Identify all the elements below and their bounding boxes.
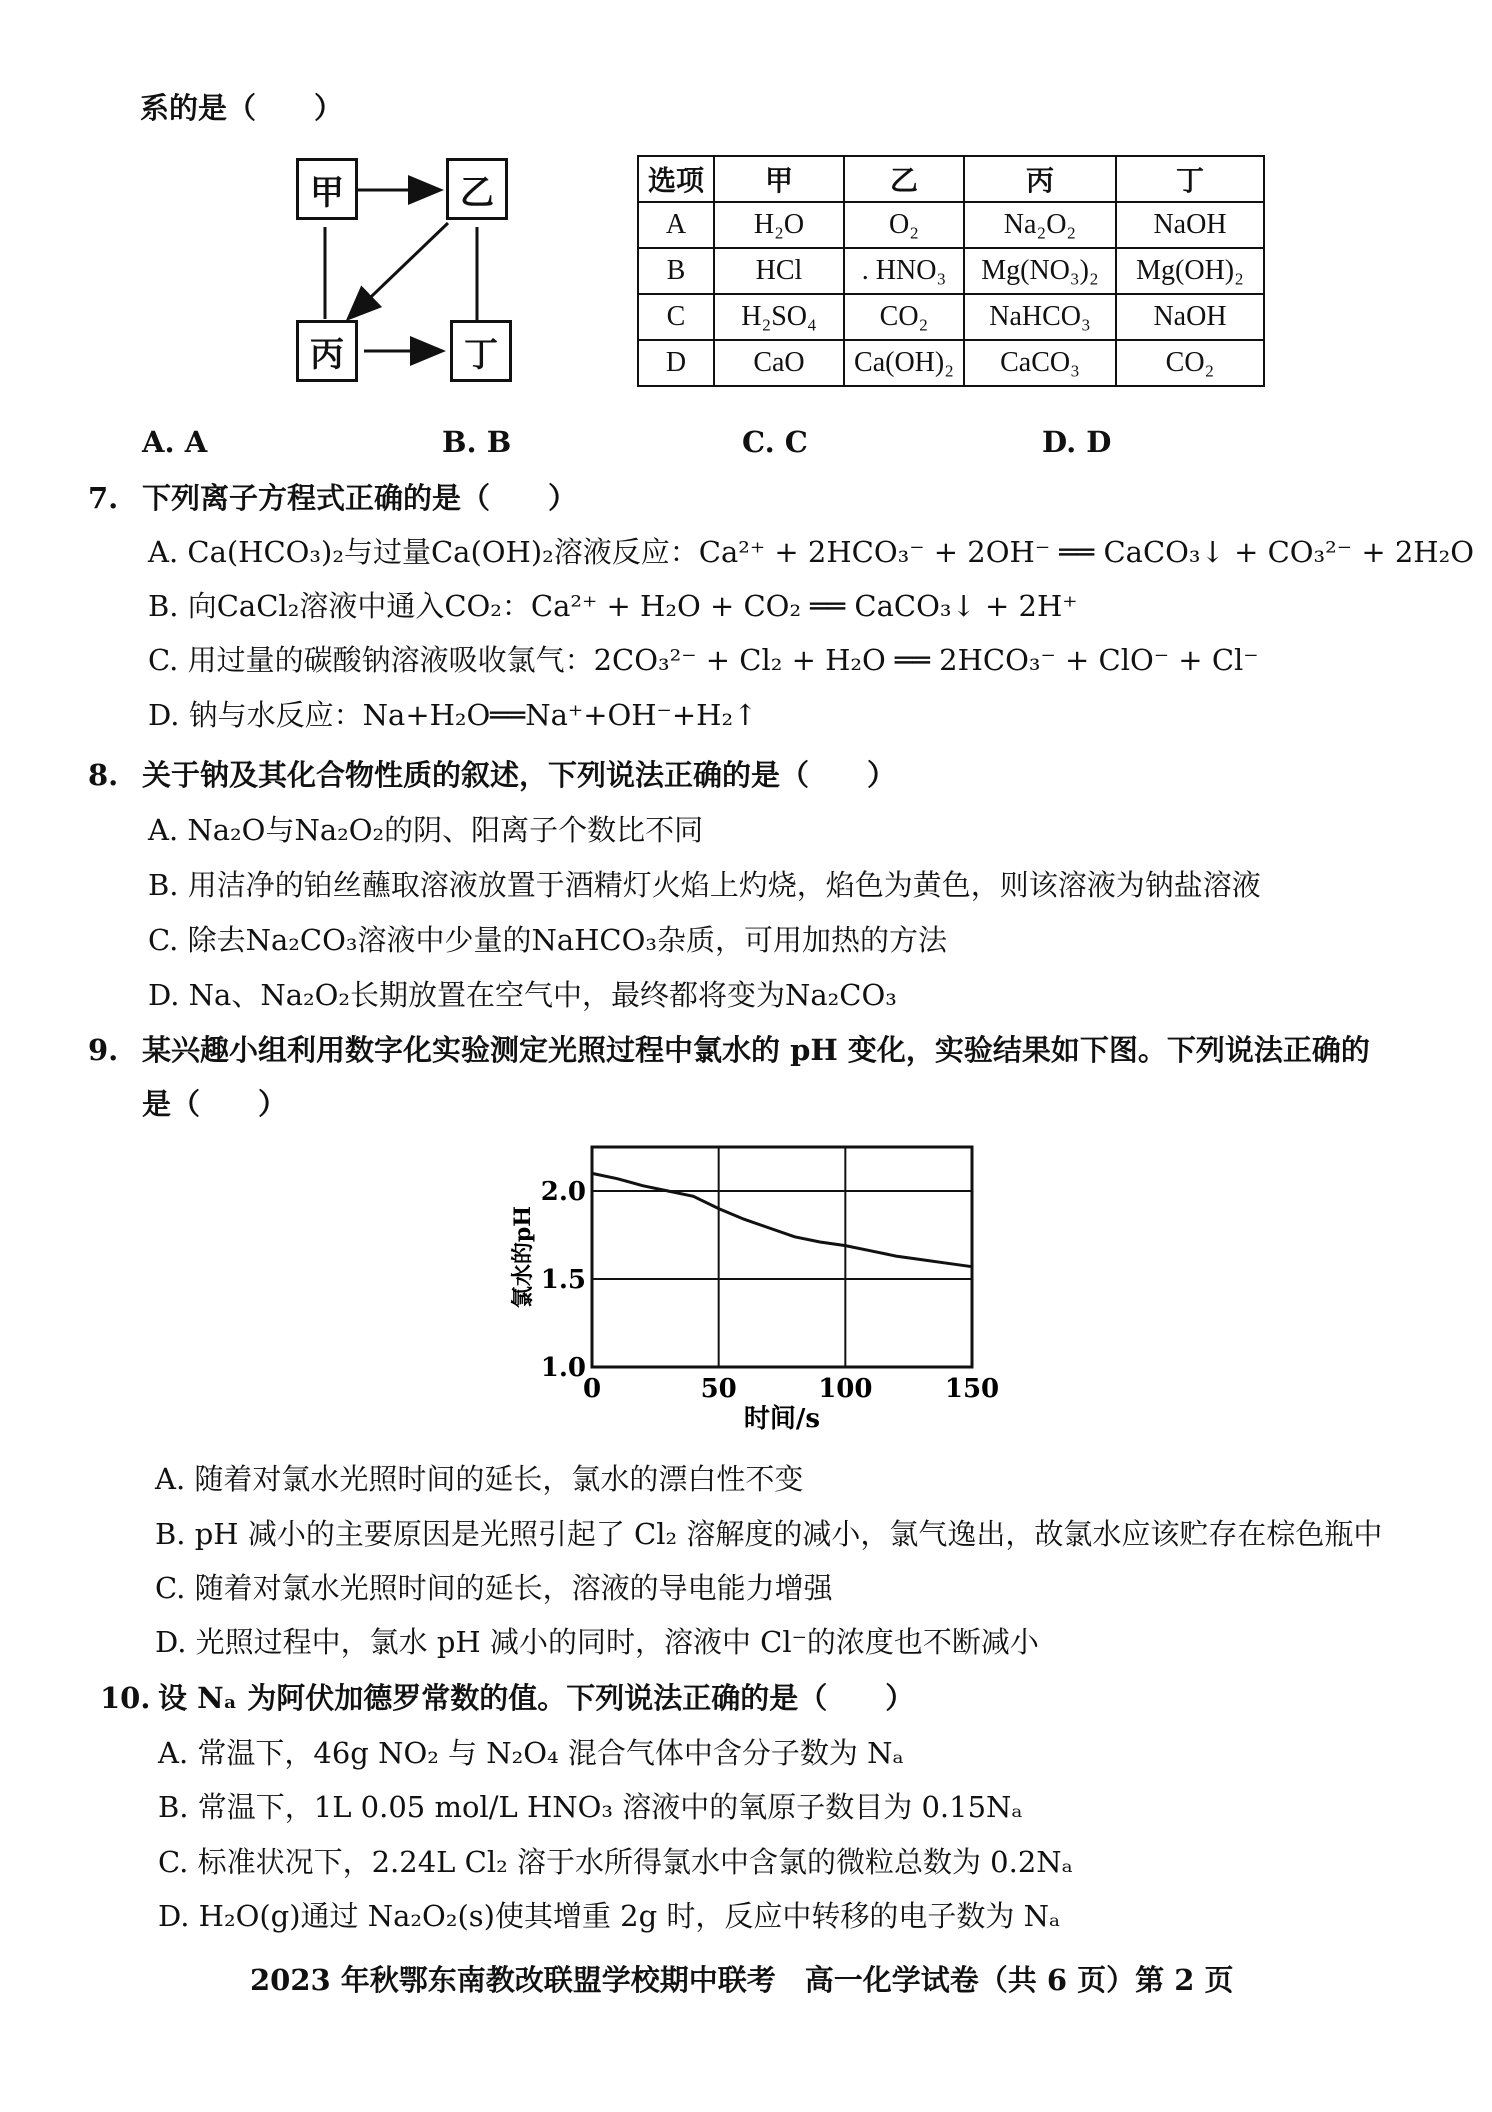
table-cell: D <box>638 340 714 386</box>
q10-option-b: B. 常温下，1L 0.05 mol/L HNO₃ 溶液中的氧原子数目为 0.15Nₐ <box>158 1790 1023 1824</box>
q9-option-b: B. pH 减小的主要原因是光照引起了 Cl₂ 溶解度的减小，氯气逸出，故氯水应该贮存在棕色瓶中 <box>155 1517 1383 1551</box>
table-cell: NaHCO₃ <box>964 294 1116 340</box>
q7-stem: 下列离子方程式正确的是（ ） <box>142 481 578 515</box>
q6-option-b: B. B <box>442 425 512 459</box>
table-header: 甲 <box>714 156 844 202</box>
q9-option-a: A. 随着对氯水光照时间的延长，氯水的漂白性不变 <box>155 1462 804 1496</box>
table-row <box>638 340 1264 386</box>
table-row <box>638 202 1264 248</box>
table-cell: CO₂ <box>844 294 964 340</box>
table-cell: CaO <box>714 340 844 386</box>
table-cell: C <box>638 294 714 340</box>
table-header: 丙 <box>964 156 1116 202</box>
plot-frame <box>592 1147 972 1367</box>
x-tick-label: 150 <box>944 1374 1000 1404</box>
table-cell: CO₂ <box>1116 340 1264 386</box>
q10-option-c: C. 标准状况下，2.24L Cl₂ 溶于水所得氯水中含氯的微粒总数为 0.2Nₐ <box>158 1845 1073 1879</box>
table-cell: NaOH <box>1116 202 1264 248</box>
q7-option-a: A. Ca(HCO₃)₂与过量Ca(OH)₂溶液反应：Ca²⁺ + 2HCO₃⁻ + 2OH⁻ ══ CaCO₃↓ + CO₃²⁻ + 2H₂O <box>148 535 1474 569</box>
table-row <box>638 248 1264 294</box>
table-cell: . HNO₃ <box>844 248 964 294</box>
ph-chart <box>500 1135 1020 1435</box>
q7-option-c: C. 用过量的碳酸钠溶液吸收氯气：2CO₃²⁻ + Cl₂ + H₂O ══ 2HCO₃⁻ + ClO⁻ + Cl⁻ <box>148 643 1259 677</box>
chart-xlabel: 时间/s <box>743 1404 821 1434</box>
q9-option-c: C. 随着对氯水光照时间的延长，溶液的导电能力增强 <box>155 1571 833 1605</box>
table-cell: H₂SO₄ <box>714 294 844 340</box>
q8-option-a: A. Na₂O与Na₂O₂的阴、阳离子个数比不同 <box>148 813 704 847</box>
q7-option-d: D. 钠与水反应：Na+H₂O══Na⁺+OH⁻+H₂↑ <box>148 698 758 732</box>
table-cell: O₂ <box>844 202 964 248</box>
table-header: 选项 <box>638 156 714 202</box>
x-tick-label: 0 <box>582 1374 602 1404</box>
table-header-row <box>638 156 1264 202</box>
diagram-node-ding: 丁 <box>450 320 512 382</box>
q6-option-d: D. D <box>1042 425 1112 459</box>
q7-number: 7. <box>88 481 119 515</box>
table-cell: Mg(NO₃)₂ <box>964 248 1116 294</box>
q10-option-a: A. 常温下，46g NO₂ 与 N₂O₄ 混合气体中含分子数为 Nₐ <box>158 1736 904 1770</box>
y-tick-label: 2.0 <box>540 1177 586 1207</box>
y-tick-label: 1.0 <box>540 1353 586 1383</box>
q9-number: 9. <box>88 1033 119 1067</box>
ph-series-line <box>592 1173 972 1266</box>
q10-option-d: D. H₂O(g)通过 Na₂O₂(s)使其增重 2g 时，反应中转移的电子数为 Nₐ <box>158 1899 1061 1933</box>
table-cell: NaOH <box>1116 294 1264 340</box>
q8-option-b: B. 用洁净的铂丝蘸取溶液放置于酒精灯火焰上灼烧，焰色为黄色，则该溶液为钠盐溶液 <box>148 868 1261 902</box>
q8-option-c: C. 除去Na₂CO₃溶液中少量的NaHCO₃杂质，可用加热的方法 <box>148 923 948 957</box>
x-tick-label: 100 <box>818 1374 873 1404</box>
table-header: 丁 <box>1116 156 1264 202</box>
options-table <box>637 155 1265 387</box>
q9-stem-line1: 某兴趣小组利用数字化实验测定光照过程中氯水的 pH 变化，实验结果如下图。下列说法正确的 <box>142 1033 1370 1067</box>
page-footer: 2023 年秋鄂东南教改联盟学校期中联考 高一化学试卷（共 6 页）第 2 页 <box>250 1963 1234 1997</box>
table-cell: Mg(OH)₂ <box>1116 248 1264 294</box>
table-cell: HCl <box>714 248 844 294</box>
q10-stem: 设 Nₐ 为阿伏加德罗常数的值。下列说法正确的是（ ） <box>158 1681 915 1715</box>
q7-option-b: B. 向CaCl₂溶液中通入CO₂：Ca²⁺ + H₂O + CO₂ ══ CaCO₃↓ + 2H⁺ <box>148 589 1078 623</box>
q6-option-c: C. C <box>742 425 808 459</box>
table-cell: H₂O <box>714 202 844 248</box>
q10-number: 10. <box>100 1681 151 1715</box>
table-header: 乙 <box>844 156 964 202</box>
y-tick-label: 1.5 <box>540 1265 586 1295</box>
table-cell: B <box>638 248 714 294</box>
chart-gridlines <box>592 1147 972 1367</box>
q6-option-a: A. A <box>142 425 208 459</box>
table-cell: CaCO₃ <box>964 340 1116 386</box>
q9-option-d: D. 光照过程中，氯水 pH 减小的同时，溶液中 Cl⁻的浓度也不断减小 <box>155 1625 1039 1659</box>
x-tick-label: 50 <box>700 1374 737 1404</box>
q8-option-d: D. Na、Na₂O₂长期放置在空气中，最终都将变为Na₂CO₃ <box>148 978 897 1012</box>
diagram-node-jia: 甲 <box>296 158 358 220</box>
diagram-node-yi: 乙 <box>446 158 508 220</box>
table-cell: Ca(OH)₂ <box>844 340 964 386</box>
q8-stem: 关于钠及其化合物性质的叙述，下列说法正确的是（ ） <box>142 758 897 792</box>
table-row <box>638 294 1264 340</box>
chart-tick-labels <box>541 1177 999 1404</box>
table-cell: A <box>638 202 714 248</box>
diagram-node-bing: 丙 <box>296 320 358 382</box>
q9-stem-line2: 是（ ） <box>142 1087 288 1121</box>
arrow-yi-bing <box>350 223 448 317</box>
table-cell: Na₂O₂ <box>964 202 1116 248</box>
q6-stem-tail: 系的是（ ） <box>140 91 344 125</box>
q8-number: 8. <box>88 758 119 792</box>
chart-ylabel: 氯水的pH <box>510 1205 536 1309</box>
